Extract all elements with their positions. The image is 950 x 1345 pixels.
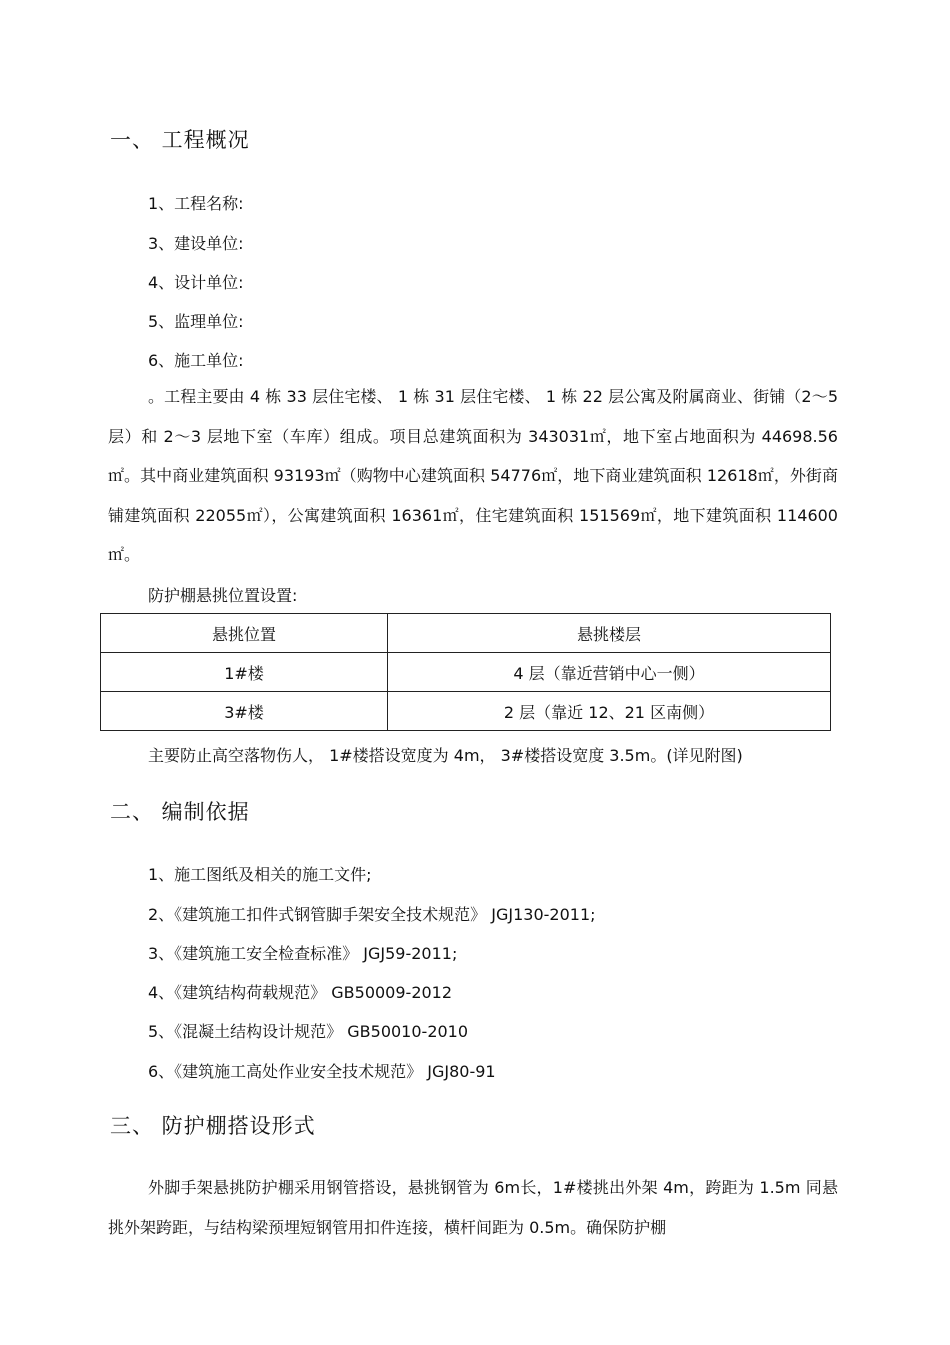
table-cell: 2 层（靠近 12、21 区南侧）	[388, 692, 831, 731]
table-header-cell: 悬挑楼层	[388, 614, 831, 653]
table-cell: 1#楼	[101, 653, 388, 692]
project-overview-paragraph: 。工程主要由 4 栋 33 层住宅楼、 1 栋 31 层住宅楼、 1 栋 22 层公寓及附属商业、街铺（2～5层）和 2～3 层地下室（车库）组成。项目总建筑面积为 343031㎡，地下室占地面积为 44698.56 ㎡。其中商业建筑面积 93193㎡（购物中心建筑面积 54776㎡，地下商业建筑面积 12618㎡，外街商铺建筑面积 22055㎡），公寓建筑面积 16361㎡，住宅建筑面积 151569㎡，地下建筑面积 114600㎡。	[108, 387, 838, 564]
erection-form-paragraph: 外脚手架悬挑防护棚采用钢管搭设，悬挑钢管为 6m长，1#楼挑出外架 4m，跨距为 1.5m 同悬挑外架跨距，与结构梁预埋短钢管用扣件连接，横杆间距为 0.5m。确保防护棚	[108, 1178, 838, 1237]
basis-item: 2、《建筑施工扣件式钢管脚手架安全技术规范》 JGJ130-2011;	[148, 905, 596, 924]
basis-item: 3、《建筑施工安全检查标准》 JGJ59-2011;	[148, 944, 458, 963]
basis-item: 6、《建筑施工高处作业安全技术规范》 JGJ80-91	[148, 1062, 496, 1081]
section-2-heading: 二、 编制依据	[110, 800, 250, 824]
table-row	[101, 692, 831, 731]
project-name-item: 1、工程名称:	[148, 194, 244, 213]
basis-item: 4、《建筑结构荷载规范》 GB50009-2012	[148, 983, 453, 1002]
table-cell: 3#楼	[101, 692, 388, 731]
cantilever-position-table	[100, 613, 831, 731]
table-caption: 防护棚悬挑位置设置:	[148, 586, 298, 605]
design-unit-item: 4、设计单位:	[148, 273, 244, 292]
builder-unit-item: 3、建设单位:	[148, 234, 244, 253]
construction-unit-item: 6、施工单位:	[148, 351, 244, 370]
basis-item: 5、《混凝土结构设计规范》 GB50010-2010	[148, 1022, 469, 1041]
section-1-heading: 一、 工程概况	[110, 128, 250, 152]
basis-item: 1、施工图纸及相关的施工文件;	[148, 865, 372, 884]
table-header-row	[101, 614, 831, 653]
section-3-heading: 三、 防护棚搭设形式	[110, 1114, 316, 1138]
table-row	[101, 653, 831, 692]
supervision-unit-item: 5、监理单位:	[148, 312, 244, 331]
table-cell: 4 层（靠近营销中心一侧）	[388, 653, 831, 692]
table-header-cell: 悬挑位置	[101, 614, 388, 653]
protection-width-note: 主要防止高空落物伤人， 1#楼搭设宽度为 4m， 3#楼搭设宽度 3.5m。(详见附图)	[148, 746, 743, 765]
